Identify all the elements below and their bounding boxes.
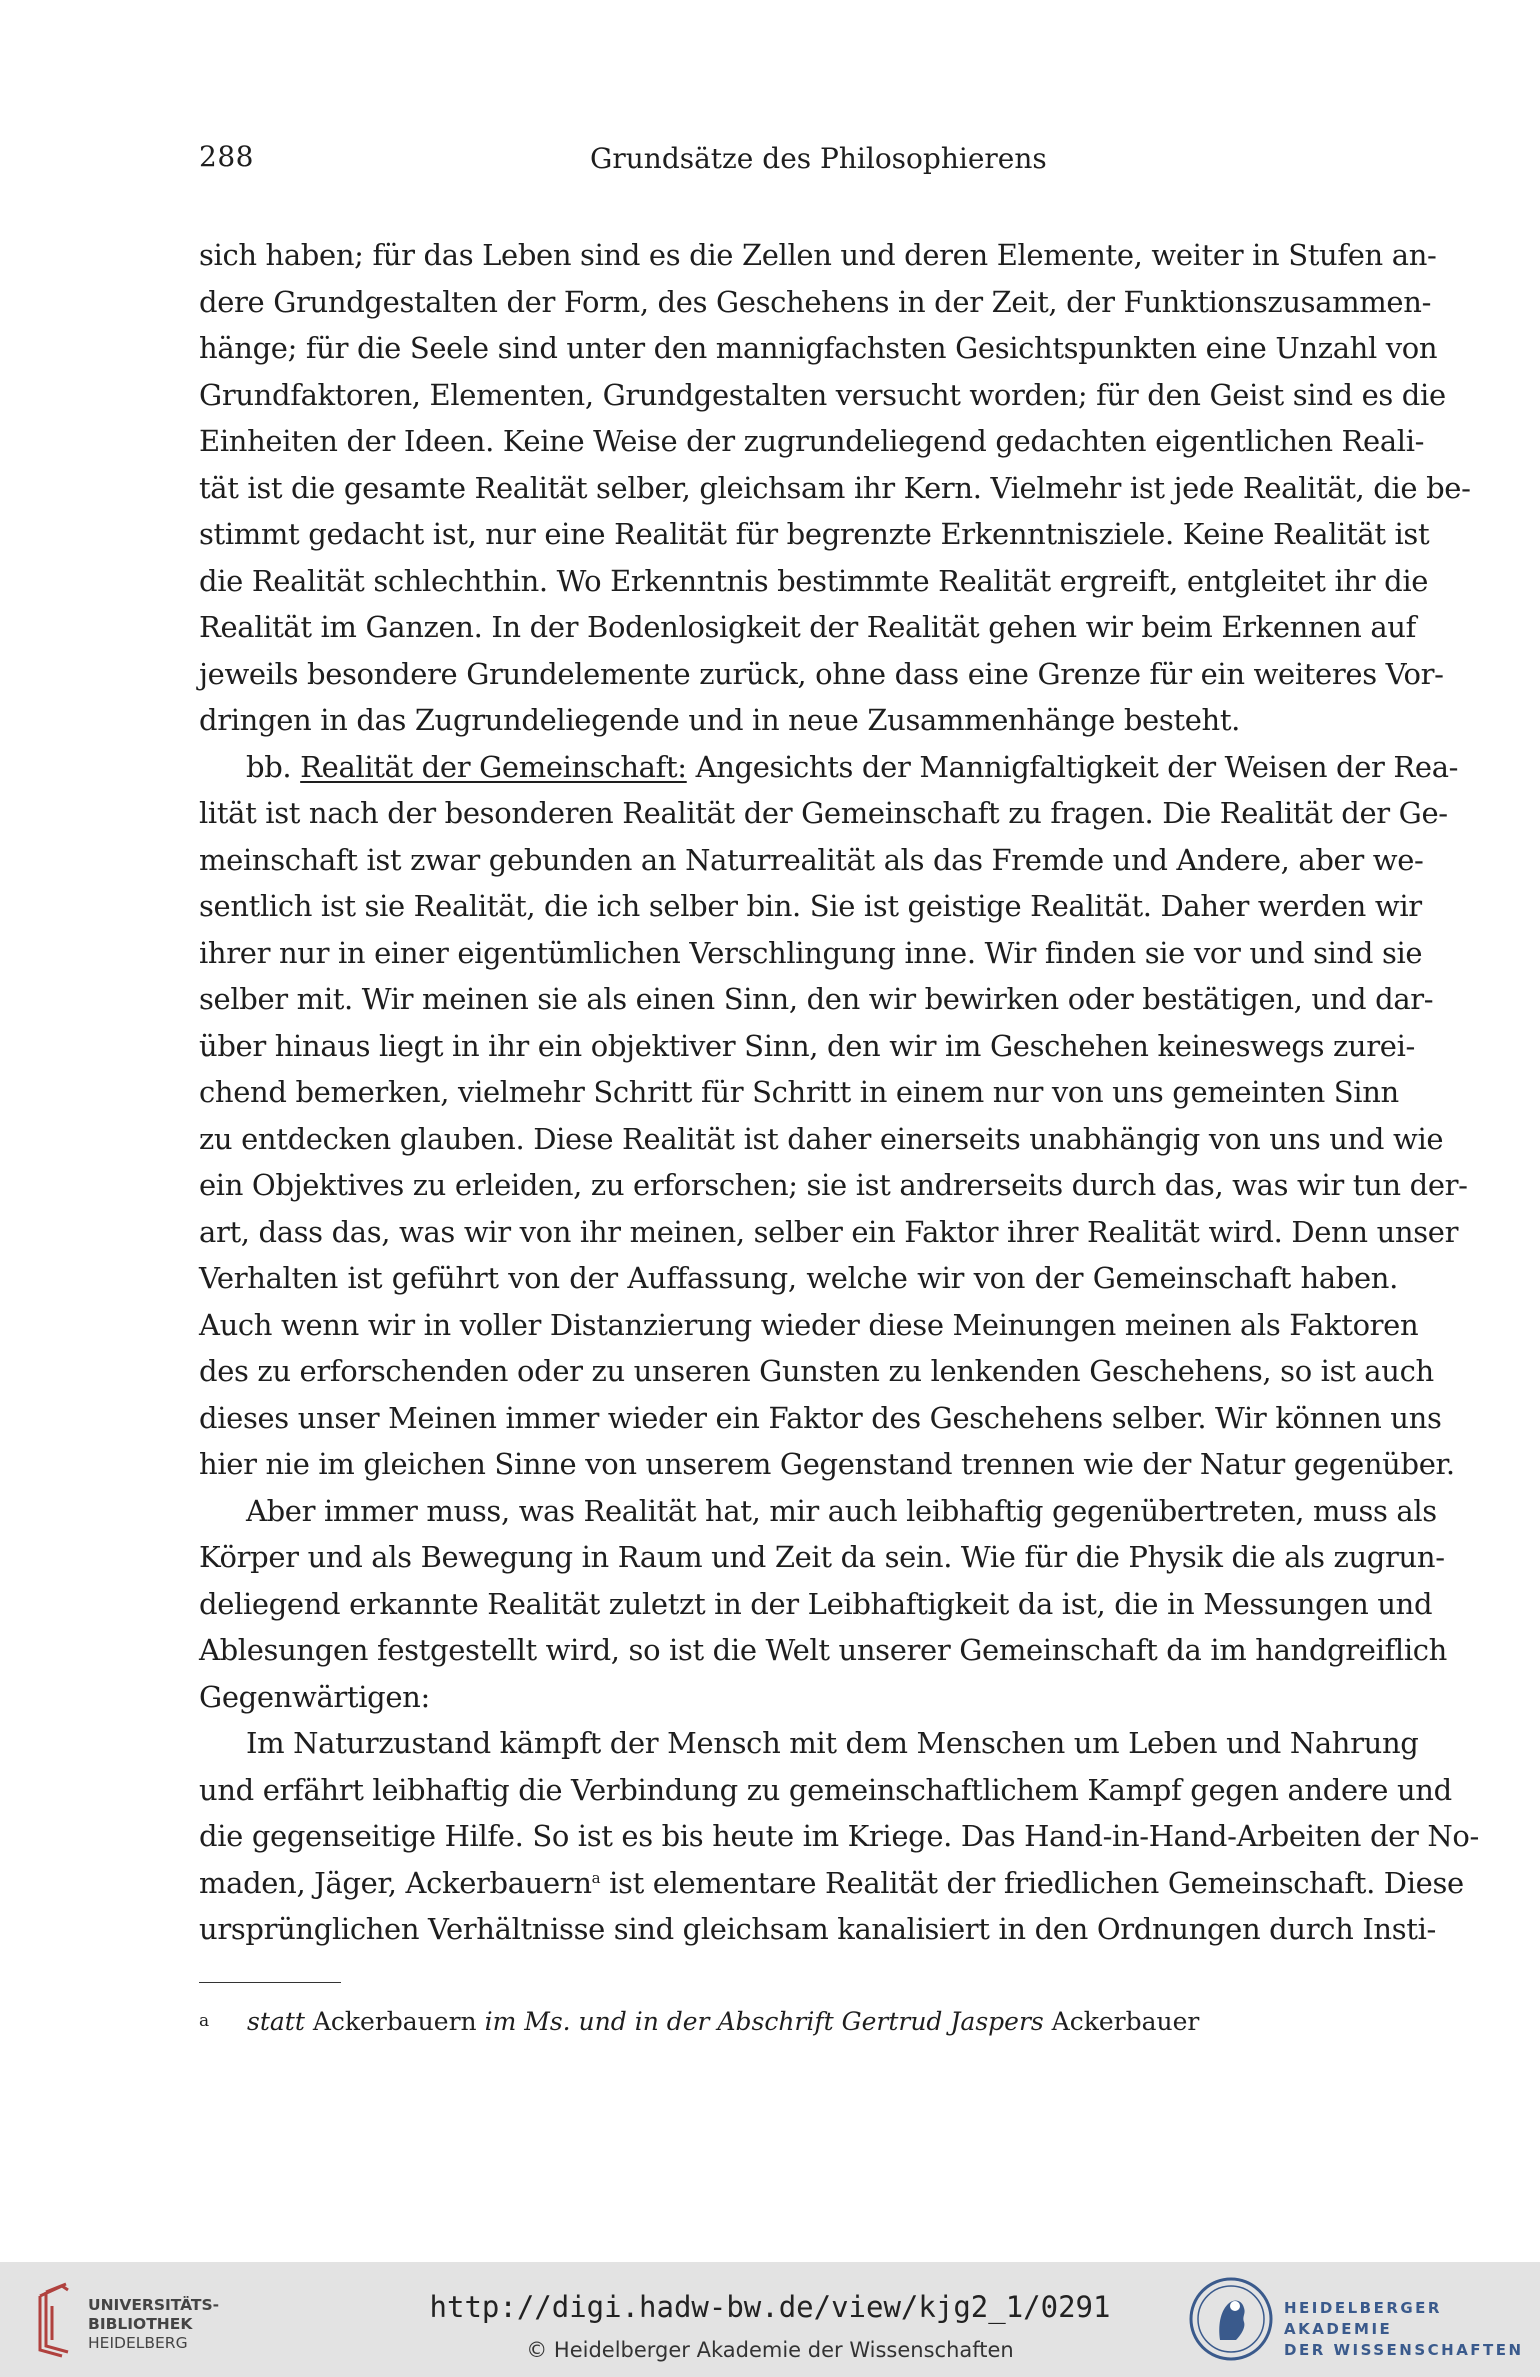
text-line: sich haben; für das Leben sind es die Zellen und deren Elemente, weiter in Stufen an- bbox=[199, 238, 1437, 272]
text-line: ein Objektives zu erleiden, zu erforschen; sie ist andrerseits durch das, was wir tun der- bbox=[199, 1168, 1468, 1202]
section-heading: Realität der Gemeinschaft: bbox=[300, 749, 687, 784]
text-line: meinschaft ist zwar gebunden an Naturrealität als das Fremde und Andere, aber we- bbox=[199, 842, 1424, 877]
footnote-mark: a bbox=[199, 2011, 210, 2031]
text-segment: ist elementare Realität der friedlichen Gemeinschaft. Diese bbox=[600, 1865, 1464, 1900]
library-line: HEIDELBERG bbox=[88, 2334, 188, 2352]
text-line: Realität im Ganzen. In der Bodenlosigkeit der Realität gehen wir beim Erkennen auf bbox=[199, 610, 1416, 644]
text-line: jeweils besondere Grundelemente zurück, ohne dass eine Grenze für ein weiteres Vor- bbox=[199, 656, 1444, 691]
text-line: Einheiten der Ideen. Keine Weise der zugrundeliegend gedachten eigentlichen Reali- bbox=[199, 424, 1425, 458]
section-marker: bb. bbox=[246, 749, 301, 784]
copyright-notice: © Heidelberger Akademie der Wissenschaften bbox=[526, 2338, 1014, 2362]
text-line: deliegend erkannte Realität zuletzt in der Leibhaftigkeit da ist, die in Messungen und bbox=[199, 1586, 1433, 1621]
text-line: Körper und als Bewegung in Raum und Zeit da sein. Wie für die Physik die als zugrun- bbox=[199, 1540, 1445, 1574]
page-number: 288 bbox=[199, 140, 254, 173]
footnote-text: Ackerbauern bbox=[304, 2007, 485, 2036]
text-segment: Angesichts der Mannigfaltigkeit der Weisen der Rea- bbox=[695, 749, 1459, 784]
text-line: ursprünglichen Verhältnisse sind gleichsam kanalisiert in den Ordnungen durch Insti- bbox=[199, 1912, 1436, 1946]
body-text bbox=[199, 232, 1479, 1953]
text-line: Grundfaktoren, Elementen, Grundgestalten versucht worden; für den Geist sind es die bbox=[199, 377, 1446, 412]
text-line: Ablesungen festgestellt wird, so ist die Welt unserer Gemeinschaft da im handgreiflich bbox=[199, 1633, 1447, 1667]
text-line: die Realität schlechthin. Wo Erkenntnis bestimmte Realität ergreift, entgleitet ihr die bbox=[199, 563, 1429, 598]
footnote bbox=[199, 2007, 1199, 2036]
text-line: art, dass das, was wir von ihr meinen, selber ein Faktor ihrer Realität wird. Denn unser bbox=[199, 1214, 1459, 1249]
running-head: Grundsätze des Philosophierens bbox=[590, 142, 1047, 175]
text-line: ihrer nur in einer eigentümlichen Verschlingung inne. Wir finden sie vor und sind sie bbox=[199, 935, 1423, 970]
text-line: über hinaus liegt in ihr ein objektiver Sinn, den wir im Geschehen keineswegs zurei- bbox=[199, 1028, 1415, 1063]
text-line: hänge; für die Seele sind unter den mannigfachsten Gesichtspunkten eine Unzahl von bbox=[199, 331, 1438, 365]
text-line: Im Naturzustand kämpft der Mensch mit dem Menschen um Leben und Nahrung bbox=[246, 1726, 1419, 1760]
text-line: dere Grundgestalten der Form, des Geschehens in der Zeit, der Funktionszusammen- bbox=[199, 284, 1432, 319]
academy-seal-icon bbox=[1188, 2276, 1274, 2362]
footnote-reference: a bbox=[591, 1868, 601, 1887]
footnote-italic: statt bbox=[247, 2007, 305, 2036]
text-line: lität ist nach der besonderen Realität der Gemeinschaft zu fragen. Die Realität der Ge- bbox=[199, 796, 1448, 830]
text-line: dringen in das Zugrundeliegende und in neue Zusammenhänge besteht. bbox=[199, 703, 1241, 737]
text-line-with-footnote bbox=[199, 1860, 1464, 1907]
text-line: und erfährt leibhaftig die Verbindung zu gemeinschaftlichem Kampf gegen andere und bbox=[199, 1772, 1452, 1807]
source-url-link[interactable]: http://digi.hadw-bw.de/view/kjg2_1/0291 bbox=[429, 2290, 1111, 2324]
academy-line: HEIDELBERGER AKADEMIE bbox=[1284, 2299, 1442, 2338]
text-line: Auch wenn wir in voller Distanzierung wieder diese Meinungen meinen als Faktoren bbox=[199, 1307, 1419, 1342]
text-line: die gegenseitige Hilfe. So ist es bis heute im Kriege. Das Hand-in-Hand-Arbeiten der No- bbox=[199, 1819, 1479, 1853]
text-line: Aber immer muss, was Realität hat, mir auch leibhaftig gegenübertreten, muss als bbox=[246, 1493, 1437, 1528]
text-line: hier nie im gleichen Sinne von unserem Gegenstand trennen wie der Natur gegenüber. bbox=[199, 1447, 1455, 1481]
library-line: UNIVERSITÄTS- bbox=[88, 2296, 220, 2314]
text-line: chend bemerken, vielmehr Schritt für Schritt in einem nur von uns gemeinten Sinn bbox=[199, 1075, 1399, 1109]
section-line bbox=[199, 744, 1459, 791]
text-line: dieses unser Meinen immer wieder ein Faktor des Geschehens selber. Wir können uns bbox=[199, 1400, 1442, 1435]
text-segment: maden, Jäger, Ackerbauern bbox=[199, 1865, 592, 1900]
text-line: zu entdecken glauben. Diese Realität ist daher einerseits unabhängig von uns und wie bbox=[199, 1121, 1444, 1156]
text-line: tät ist die gesamte Realität selber, gleichsam ihr Kern. Vielmehr ist jede Realität, die be- bbox=[199, 470, 1471, 505]
academy-line: DER WISSENSCHAFTEN bbox=[1284, 2341, 1524, 2359]
text-line: selber mit. Wir meinen sie als einen Sinn, den wir bewirken oder bestätigen, und dar- bbox=[199, 982, 1434, 1016]
text-line: Verhalten ist geführt von der Auffassung, welche wir von der Gemeinschaft haben. bbox=[199, 1261, 1398, 1295]
academy-name bbox=[1284, 2298, 1540, 2361]
text-line: sentlich ist sie Realität, die ich selber bin. Sie ist geistige Realität. Daher werden wir bbox=[199, 889, 1422, 923]
text-line: Gegenwärtigen: bbox=[199, 1679, 430, 1714]
text-line: des zu erforschenden oder zu unseren Gunsten zu lenkenden Geschehens, so ist auch bbox=[199, 1354, 1434, 1388]
text-line: stimmt gedacht ist, nur eine Realität für begrenzte Erkenntnisziele. Keine Realität ist bbox=[199, 517, 1430, 551]
footnote-italic: im Ms. und in der Abschrift Gertrud Jaspers bbox=[484, 2007, 1044, 2036]
footnote-text: Ackerbauer bbox=[1043, 2007, 1200, 2036]
library-line: BIBLIOTHEK bbox=[88, 2315, 193, 2333]
footnote-rule bbox=[199, 1982, 341, 1983]
